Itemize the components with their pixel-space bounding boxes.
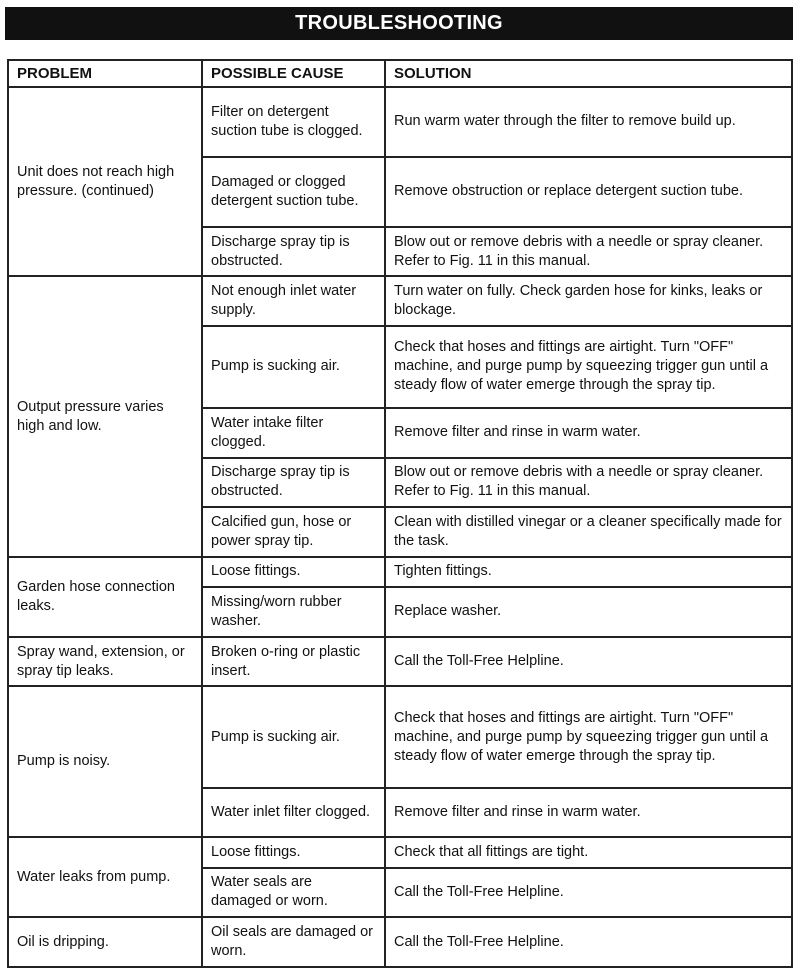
- solution-cell: Remove filter and rinse in warm water.: [385, 788, 792, 838]
- possible-cause-cell: Missing/worn rubber washer.: [202, 587, 385, 637]
- possible-cause-cell: Calcified gun, hose or power spray tip.: [202, 507, 385, 557]
- problem-cell: Unit does not reach high pressure. (continued): [8, 87, 202, 276]
- solution-cell: Check that all fittings are tight.: [385, 837, 792, 867]
- solution-cell: Tighten fittings.: [385, 557, 792, 587]
- possible-cause-cell: Water inlet filter clogged.: [202, 788, 385, 838]
- solution-cell: Remove obstruction or replace detergent suction tube.: [385, 157, 792, 227]
- table-row: [8, 557, 792, 587]
- possible-cause-cell: Pump is sucking air.: [202, 686, 385, 787]
- header-solution: SOLUTION: [385, 60, 792, 87]
- possible-cause-cell: Damaged or clogged detergent suction tube.: [202, 157, 385, 227]
- solution-cell: Blow out or remove debris with a needle or spray cleaner. Refer to Fig. 11 in this manual.: [385, 458, 792, 508]
- solution-cell: Call the Toll-Free Helpline.: [385, 917, 792, 967]
- solution-cell: Check that hoses and fittings are airtight. Turn "OFF" machine, and purge pump by squeezing trigger gun until a steady flow of water emerge through the spray tip.: [385, 686, 792, 787]
- solution-cell: Replace washer.: [385, 587, 792, 637]
- problem-cell: Oil is dripping.: [8, 917, 202, 967]
- table-row: [8, 637, 792, 687]
- solution-cell: Call the Toll-Free Helpline.: [385, 868, 792, 918]
- troubleshooting-table: [7, 59, 793, 968]
- solution-cell: Run warm water through the filter to remove build up.: [385, 87, 792, 157]
- table-header-row: [8, 60, 792, 87]
- table-body: [8, 87, 792, 967]
- possible-cause-cell: Loose fittings.: [202, 837, 385, 867]
- solution-cell: Check that hoses and fittings are airtight. Turn "OFF" machine, and purge pump by squeezing trigger gun until a steady flow of water emerge through the spray tip.: [385, 326, 792, 408]
- header-possible-cause: POSSIBLE CAUSE: [202, 60, 385, 87]
- possible-cause-cell: Pump is sucking air.: [202, 326, 385, 408]
- possible-cause-cell: Not enough inlet water supply.: [202, 276, 385, 326]
- solution-cell: Remove filter and rinse in warm water.: [385, 408, 792, 458]
- problem-cell: Garden hose connection leaks.: [8, 557, 202, 637]
- possible-cause-cell: Filter on detergent suction tube is clogged.: [202, 87, 385, 157]
- problem-cell: Water leaks from pump.: [8, 837, 202, 917]
- possible-cause-cell: Loose fittings.: [202, 557, 385, 587]
- solution-cell: Blow out or remove debris with a needle or spray cleaner. Refer to Fig. 11 in this manual.: [385, 227, 792, 277]
- possible-cause-cell: Oil seals are damaged or worn.: [202, 917, 385, 967]
- page-title: TROUBLESHOOTING: [5, 7, 793, 40]
- possible-cause-cell: Broken o-ring or plastic insert.: [202, 637, 385, 687]
- header-problem: PROBLEM: [8, 60, 202, 87]
- table-row: [8, 276, 792, 326]
- problem-cell: Output pressure varies high and low.: [8, 276, 202, 556]
- table-row: [8, 87, 792, 157]
- solution-cell: Call the Toll-Free Helpline.: [385, 637, 792, 687]
- possible-cause-cell: Discharge spray tip is obstructed.: [202, 227, 385, 277]
- table-row: [8, 837, 792, 867]
- problem-cell: Pump is noisy.: [8, 686, 202, 837]
- solution-cell: Turn water on fully. Check garden hose for kinks, leaks or blockage.: [385, 276, 792, 326]
- possible-cause-cell: Water intake filter clogged.: [202, 408, 385, 458]
- problem-cell: Spray wand, extension, or spray tip leaks.: [8, 637, 202, 687]
- possible-cause-cell: Discharge spray tip is obstructed.: [202, 458, 385, 508]
- table-row: [8, 917, 792, 967]
- possible-cause-cell: Water seals are damaged or worn.: [202, 868, 385, 918]
- solution-cell: Clean with distilled vinegar or a cleaner specifically made for the task.: [385, 507, 792, 557]
- table-row: [8, 686, 792, 787]
